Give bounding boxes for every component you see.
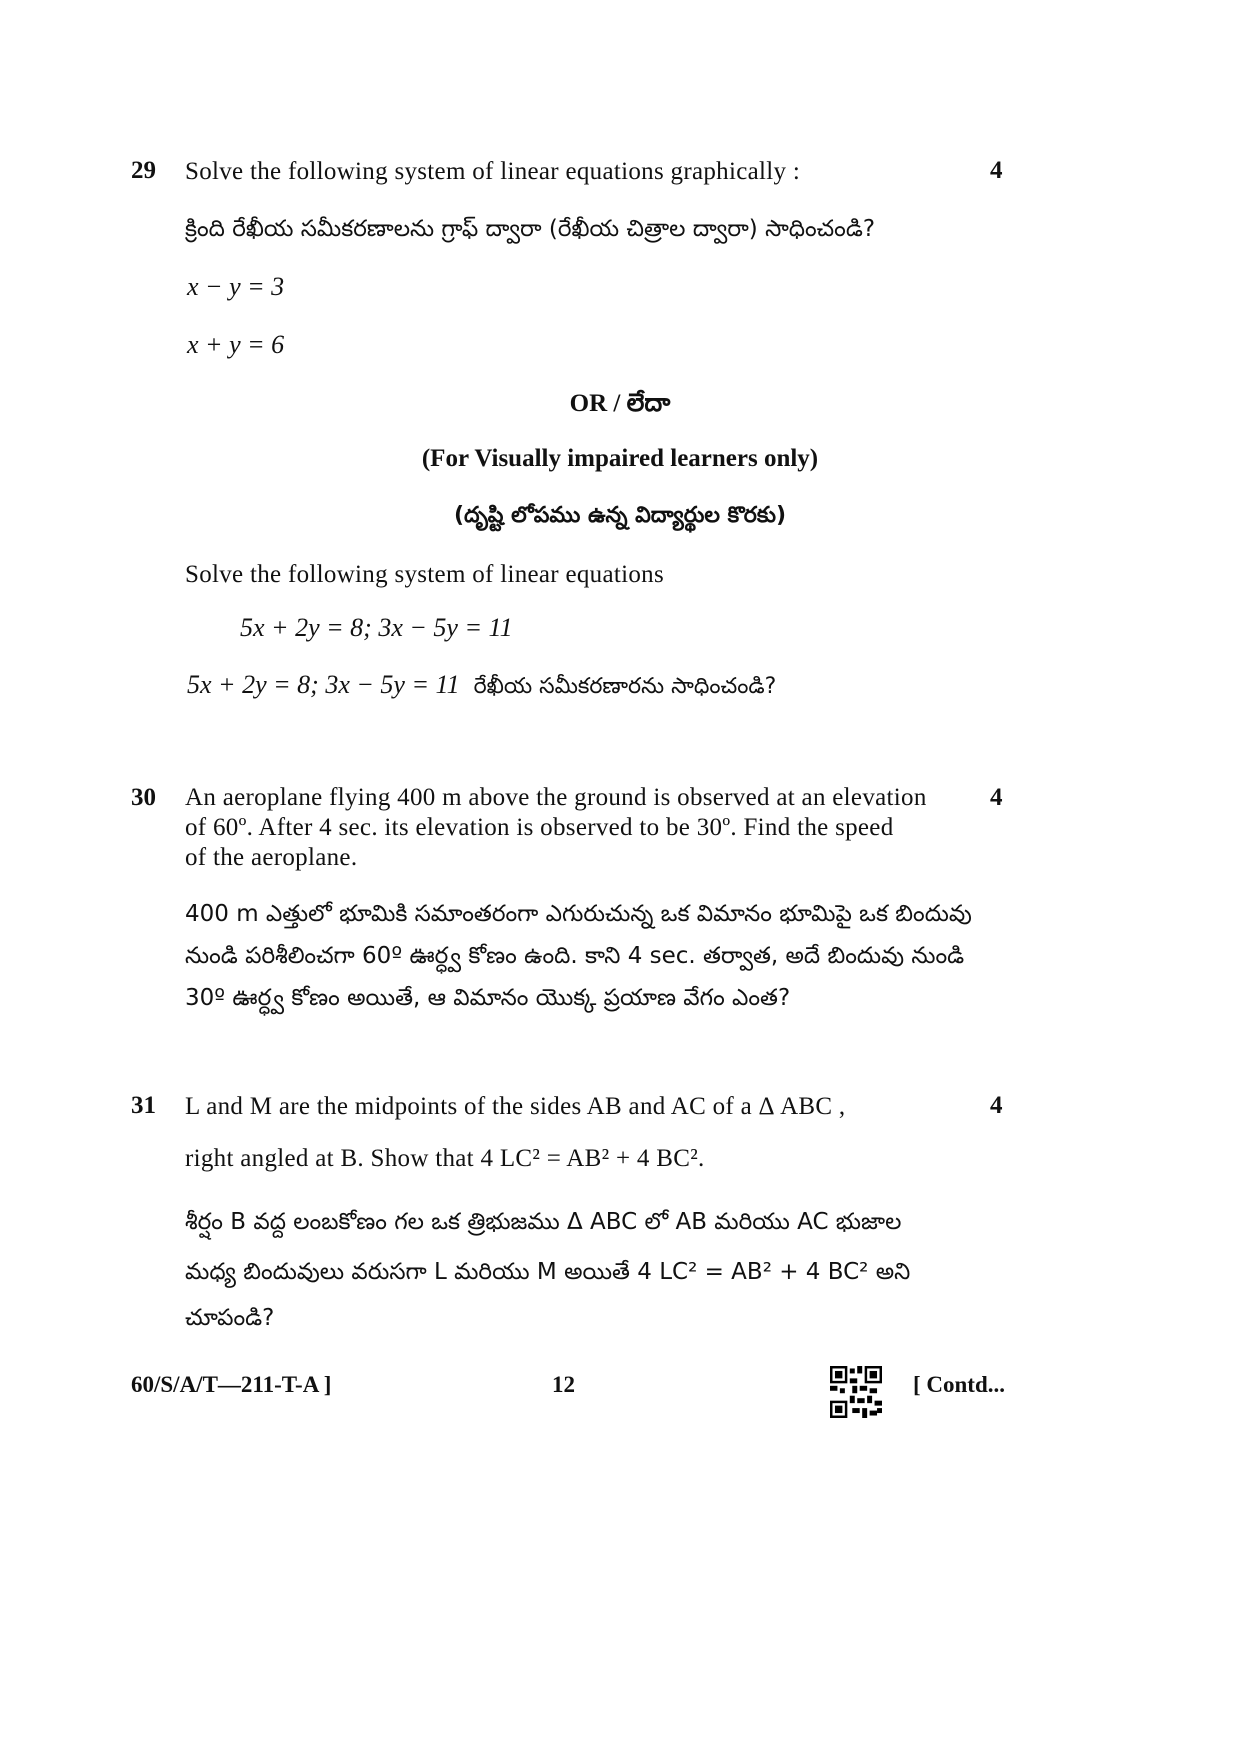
q29-eq2: x + y = 6 bbox=[187, 330, 285, 359]
visually-impaired-heading: (For Visually impaired learners only) bbox=[421, 445, 819, 472]
q29-alt-text-en: Solve the following system of linear equations bbox=[185, 561, 664, 588]
q31-text-te-3: చూపండి? bbox=[185, 1305, 275, 1331]
q31-text-te-1: శీర్షం B వద్ద లంబకోణం గల ఒక త్రిభుజము Δ ABC లో AB మరియు AC భుజాల bbox=[185, 1209, 902, 1235]
q29-alt-te-equations: 5x + 2y = 8; 3x − 5y = 11 bbox=[187, 670, 460, 699]
q29-alt-te-line bbox=[187, 670, 776, 704]
continued-label: [ Contd... bbox=[913, 1372, 1006, 1397]
q30-text-en-1: An aeroplane flying 400 m above the ground is observed at an elevation bbox=[185, 784, 927, 811]
q31-text-en-1: L and M are the midpoints of the sides AB and AC of a Δ ABC , bbox=[185, 1093, 846, 1120]
q30-number: 30 bbox=[131, 784, 156, 811]
q31-marks: 4 bbox=[990, 1092, 1003, 1119]
q30-text-te-1: 400 m ఎత్తులో భూమికి సమాంతరంగా ఎగురుచున్న ఒక విమానం భూమిపై ఒక బిందువు bbox=[185, 901, 972, 927]
q31-text-te-2: మధ్య బిందువులు వరుసగా L మరియు M అయితే 4 LC² = AB² + 4 BC² అని bbox=[185, 1259, 911, 1285]
q29-text-te: క్రింది రేఖీయ సమీకరణాలను గ్రాఫ్ ద్వారా (రేఖీయ చిత్రాల ద్వారా) సాధించండి? bbox=[185, 216, 876, 242]
or-label: OR / లేదా bbox=[569, 390, 671, 417]
q29-text-en: Solve the following system of linear equations graphically : bbox=[185, 158, 801, 185]
q30-text-en-3: of the aeroplane. bbox=[185, 844, 358, 871]
q29-alt-equations: 5x + 2y = 8; 3x − 5y = 11 bbox=[240, 613, 513, 642]
q29-eq1: x − y = 3 bbox=[187, 272, 285, 301]
paper-code: 60/S/A/T—211-T-A ] bbox=[131, 1372, 332, 1397]
q29-alt-te-text: రేఖీయ సమీకరణారను సాధించండి? bbox=[473, 674, 777, 699]
q30-text-te-3: 30º ఊర్ధ్వ కోణం అయితే, ఆ విమానం యొక్క ప్రయాణ వేగం ఎంత? bbox=[185, 985, 791, 1011]
q29-marks: 4 bbox=[990, 157, 1003, 184]
q30-marks: 4 bbox=[990, 784, 1003, 811]
q30-text-en-2: of 60º. After 4 sec. its elevation is observed to be 30º. Find the speed bbox=[185, 814, 894, 841]
q29-number: 29 bbox=[131, 157, 156, 184]
q30-text-te-2: నుండి పరిశీలించగా 60º ఊర్ధ్వ కోణం ఉంది. కాని 4 sec. తర్వాత, అదే బిందువు నుండి bbox=[185, 943, 965, 969]
q31-text-en-2: right angled at B. Show that 4 LC² = AB² + 4 BC². bbox=[185, 1145, 705, 1172]
q31-number: 31 bbox=[131, 1092, 156, 1119]
visually-impaired-heading-te: (దృష్టి లోపము ఉన్న విద్యార్థుల కొరకు) bbox=[454, 503, 786, 528]
page-number: 12 bbox=[552, 1372, 575, 1397]
qr-code-icon bbox=[830, 1366, 882, 1423]
